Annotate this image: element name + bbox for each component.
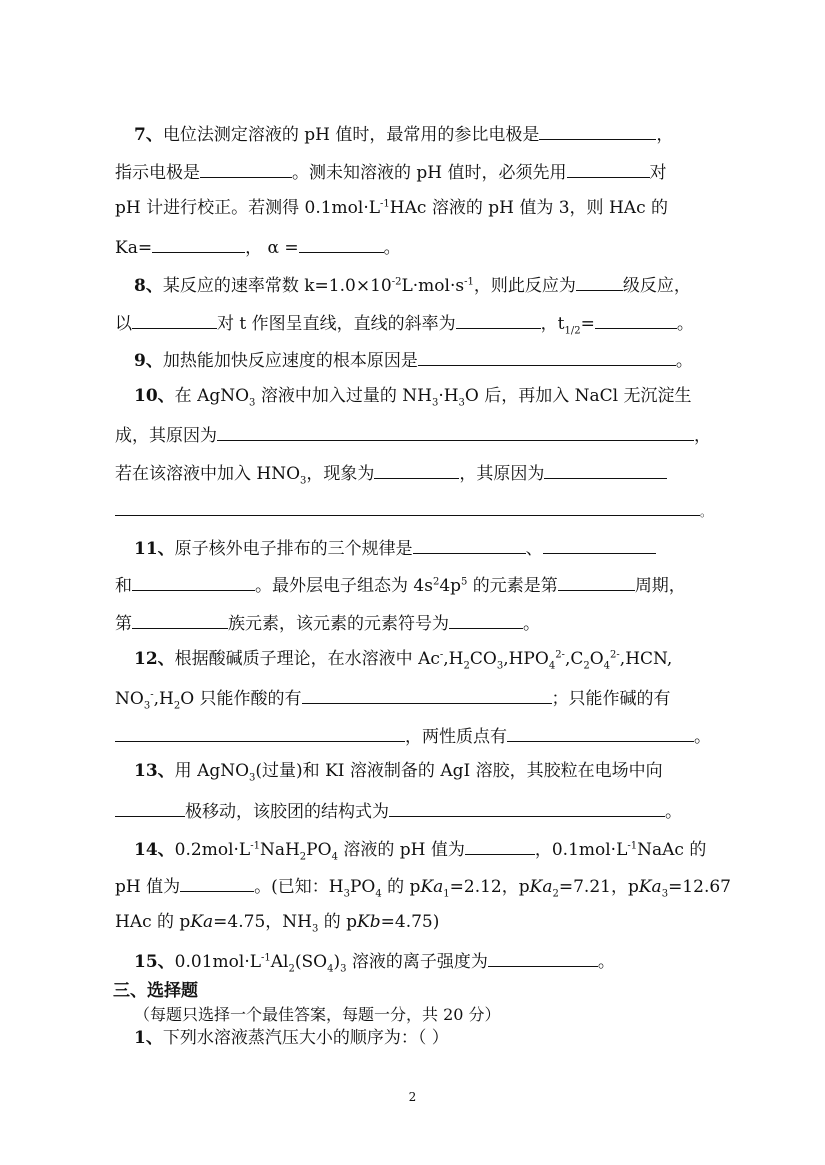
answer-blank[interactable]: [115, 797, 185, 817]
q7-line1: 7、电位法测定溶液的 pH 值时，最常用的参比电极是 ，: [134, 120, 673, 147]
answer-blank[interactable]: [595, 309, 677, 329]
q12-number: 12、: [134, 649, 175, 669]
answer-blank[interactable]: [217, 421, 694, 441]
q11-line3: 第 族元素，该元素的元素符号为 。: [115, 609, 540, 636]
answer-blank[interactable]: [544, 459, 667, 479]
q14-line1: 14、$0.2mol\cdot L^{-1}NaH_2PO_4$ 溶液的 pH 值为 ，$0.1mol\cdot L^{-1}NaAc$ 的: [134, 835, 706, 862]
answer-blank[interactable]: [115, 496, 700, 516]
q15-number: 15、: [134, 952, 175, 972]
q13-line2: 极移动，该胶团的结构式为 。: [115, 797, 682, 824]
q15-line1: 15、$0.01mol\cdot L^{-1}Al_2(SO_4)_3$ 溶液的离子强度为 。: [134, 947, 615, 974]
q14-line2: pH 值为 。(已知：$H_3PO_4$ 的 pKa$_1$=2.12，pKa$_2$=7.21，pKa$_3$=12.67: [115, 872, 731, 899]
answer-blank[interactable]: [543, 534, 656, 554]
q7-line4: Ka= ， α = 。: [115, 233, 401, 260]
q12-line3: ，两性质点有 。: [115, 722, 711, 749]
answer-blank[interactable]: [465, 835, 535, 855]
answer-blank[interactable]: [576, 271, 623, 291]
q14-number: 14、: [134, 840, 175, 860]
answer-blank[interactable]: [200, 158, 292, 178]
answer-blank[interactable]: [456, 309, 541, 329]
answer-blank[interactable]: [418, 346, 676, 366]
q11-line1: 11、原子核外电子排布的三个规律是 、: [134, 534, 656, 561]
q12-line1: 12、根据酸碱质子理论，在水溶液中 $Ac^-,H_2CO_3,HPO_4^{2-},C_2O_4^{2-},HCN$,: [134, 649, 673, 672]
answer-blank[interactable]: [374, 459, 459, 479]
answer-blank[interactable]: [507, 722, 694, 742]
answer-blank[interactable]: [132, 571, 255, 591]
q10-line3: 若在该溶液中加入 $HNO_3$，现象为 ，其原因为: [115, 459, 667, 486]
choice-q1: 1、下列水溶液蒸汽压大小的顺序为：（ ）: [134, 1028, 449, 1048]
answer-blank[interactable]: [299, 233, 384, 253]
q7-number: 7、: [134, 125, 163, 145]
q14-line3: HAc 的 pKa=4.75，$NH_3$ 的 pKb=4.75): [115, 912, 440, 935]
section-note: （每题只选择一个最佳答案，每题一分，共 20 分）: [134, 1005, 501, 1024]
q12-line2: $NO_3^-,H_2O$ 只能作酸的有 ；只能作碱的有: [115, 684, 671, 711]
q11-number: 11、: [134, 539, 175, 559]
answer-blank[interactable]: [132, 309, 217, 329]
q10-number: 10、: [134, 386, 175, 406]
q9-line1: 9、加热能加快反应速度的根本原因是 。: [134, 346, 693, 373]
q8-line2: 以 对 t 作图呈直线，直线的斜率为 ，$t_{1/2}=$ 。: [115, 309, 694, 336]
answer-blank[interactable]: [413, 534, 526, 554]
q13-line1: 13、用 AgNO$_3$(过量)和 KI 溶液制备的 AgI 溶胶，其胶粒在电场中向: [134, 761, 663, 784]
answer-blank[interactable]: [152, 233, 245, 253]
answer-blank[interactable]: [539, 120, 656, 140]
section-heading: 三、选择题: [113, 981, 198, 1001]
q8-number: 8、: [134, 276, 163, 296]
choice-q1-number: 1、: [134, 1028, 163, 1048]
q10-line2: 成，其原因为 ，: [115, 421, 711, 448]
q13-number: 13、: [134, 761, 175, 781]
answer-blank[interactable]: [132, 609, 228, 629]
answer-blank[interactable]: [449, 609, 523, 629]
answer-blank[interactable]: [558, 571, 635, 591]
q7-line2: 指示电极是 。测未知溶液的 pH 值时，必须先用 对: [115, 158, 667, 185]
q10-line4: 。: [115, 496, 712, 524]
q10-line1: 10、在 AgNO$_3$ 溶液中加入过量的 $NH_3\cdot H_3O$ 后，再加入 NaCl 无沉淀生: [134, 386, 692, 409]
answer-blank[interactable]: [567, 158, 650, 178]
answer-blank[interactable]: [115, 722, 405, 742]
q11-line2: 和 。最外层电子组态为 $4s^24p^5$ 的元素是第 周期，: [115, 571, 686, 598]
q7-line3: pH 计进行校正。若测得 $0.1mol\cdot L^{-1}HAc$ 溶液的 pH 值为 3，则 HAc 的: [115, 198, 668, 218]
answer-blank[interactable]: [389, 797, 665, 817]
q9-number: 9、: [134, 351, 163, 371]
answer-blank[interactable]: [302, 684, 552, 704]
q8-line1: 8、某反应的速率常数 $k=1.0\times 10^{-2}L\cdot mol\cdot s^{-1}$，则此反应为 级反应，: [134, 271, 691, 298]
page-number: 2: [408, 1090, 417, 1104]
answer-blank[interactable]: [180, 872, 254, 892]
answer-blank[interactable]: [488, 947, 598, 967]
